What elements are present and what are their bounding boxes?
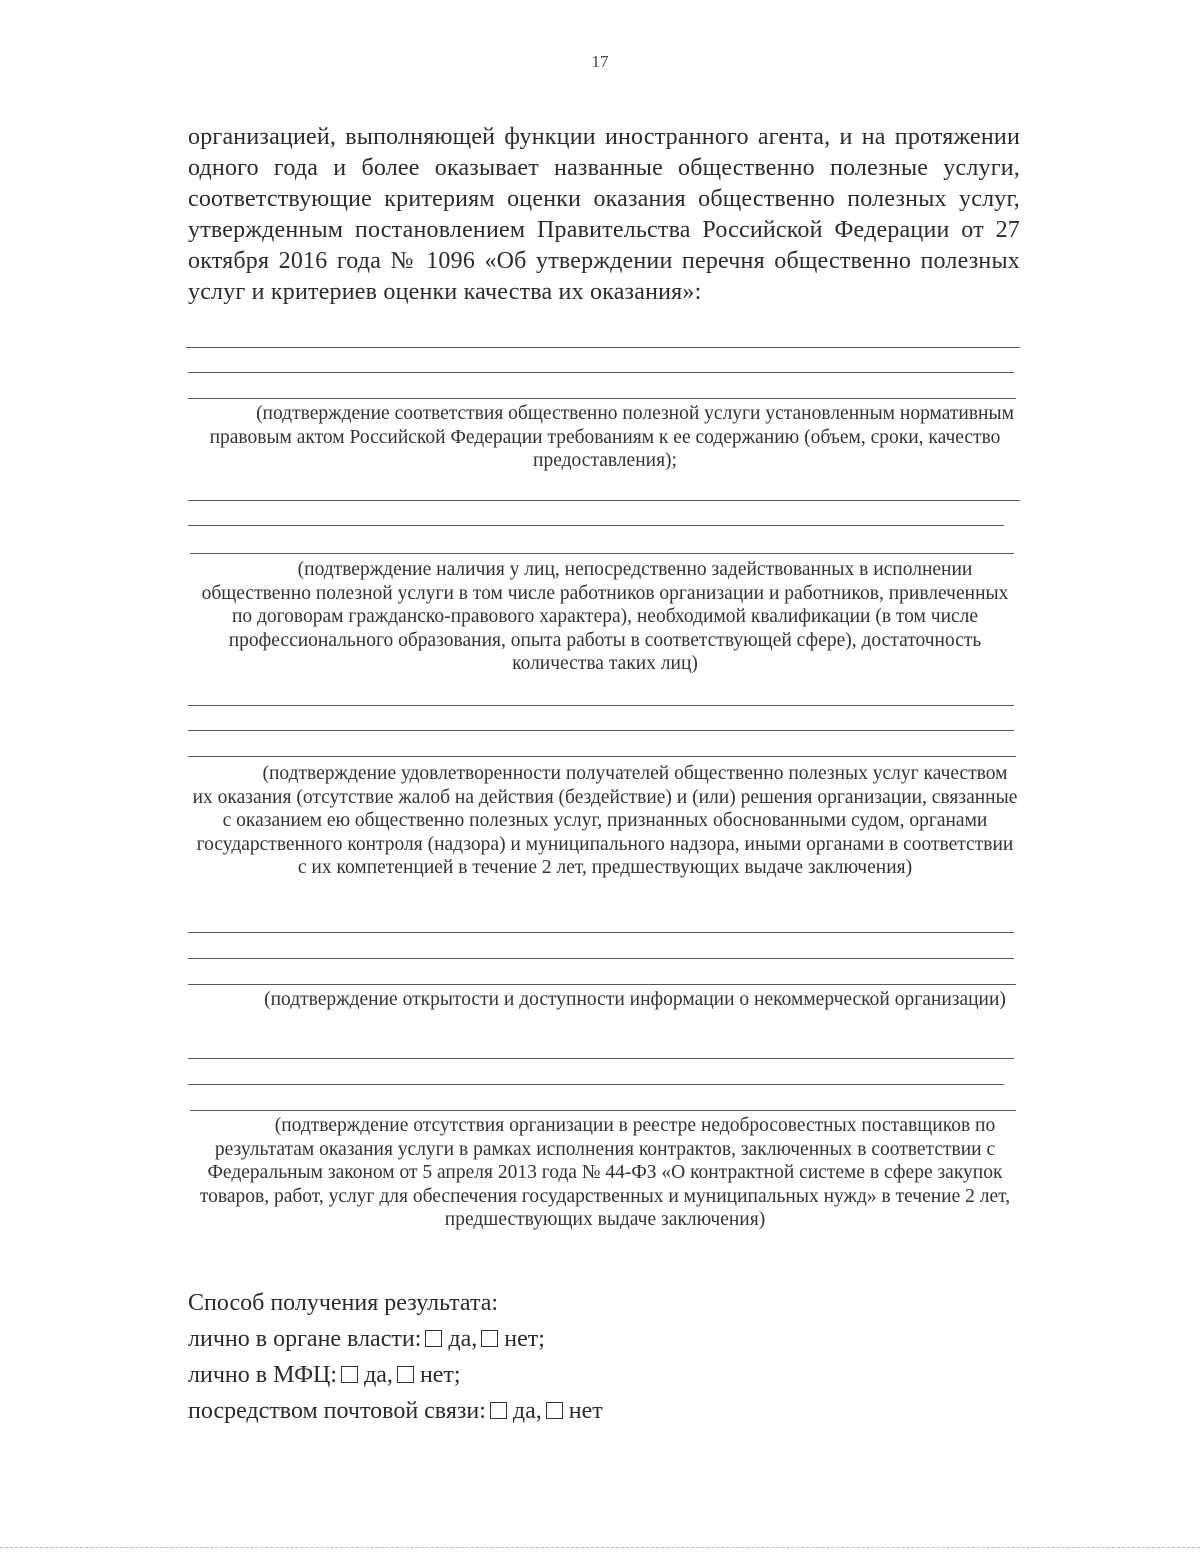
caption-staff-qualification: (подтверждение наличия у лиц, непосредственно задействованных в исполнении общественно полезной услуги в том числе работников организации и работников, привлеченных по договорам гражданско-правового характера), необходимой квалификации (в том числе профессионального образования, опыта работы в соответствующей сфере), достаточность количества таких лиц): [201, 559, 1009, 675]
fill-line[interactable]: [188, 525, 1004, 526]
fill-line[interactable]: [188, 958, 1014, 959]
yes-label: да,: [512, 1398, 542, 1424]
checkbox-no[interactable]: [481, 1330, 498, 1347]
fill-line[interactable]: [188, 398, 1016, 399]
caption-recipient-satisfaction: (подтверждение удовлетворенности получателей общественно полезных услуг качеством их оказания (отсутствие жалоб на действия (бездействие) и (или) решения организации, связанные с оказанием ею общественно полезных услуг, признанных обоснованными судом, органами государственного контроля (надзора) и муниципального надзора, иными органами в соответствии с их компетенцией в течение 2 лет, предшествующих выдаче заключения): [192, 763, 1018, 879]
fill-line[interactable]: [188, 1084, 1004, 1085]
fill-line[interactable]: [188, 705, 1014, 706]
caption-supplier-registry: (подтверждение отсутствия организации в реестре недобросовестных поставщиков по результатам оказания услуги в рамках исполнения контрактов, заключенных в соответствии с Федеральным законом от 5 апреля 2013 года № 44-ФЗ «О контрактной системе в сфере закупок товаров, работ, услуг для обеспечения государственных и муниципальных нужд» в течение 2 лет, предшествующих выдаче заключения): [199, 1115, 1011, 1231]
fill-line[interactable]: [190, 553, 1014, 554]
checkbox-yes[interactable]: [341, 1366, 358, 1383]
delivery-option-mfc: [188, 1357, 1008, 1393]
intro-paragraph: организацией, выполняющей функции иностранного агента, и на протяжении одного года и более оказывает названные общественно полезные услуги, соответствующие критериям оценки оказания общественно полезных услуг, утвержденным постановлением Правительства Российской Федерации от 27 октября 2016 года № 1096 «Об утверждении перечня общественно полезных услуг и критериев оценки качества их оказания»:: [188, 124, 1020, 305]
fill-line[interactable]: [188, 372, 1014, 373]
delivery-option-label: лично в МФЦ:: [188, 1362, 338, 1388]
scan-edge-line: [0, 1547, 1200, 1548]
checkbox-yes[interactable]: [490, 1402, 507, 1419]
fill-line[interactable]: [188, 730, 1014, 731]
delivery-option-label: лично в органе власти:: [188, 1326, 422, 1352]
yes-label: да,: [448, 1326, 478, 1352]
fill-line[interactable]: [188, 500, 1020, 501]
yes-label: да,: [364, 1362, 393, 1388]
delivery-option-post: [188, 1393, 1008, 1429]
fill-line[interactable]: [188, 756, 1016, 757]
delivery-method-section: [188, 1285, 1008, 1429]
delivery-option-authority: [188, 1321, 1008, 1357]
fill-line[interactable]: [188, 932, 1014, 933]
checkbox-no[interactable]: [397, 1366, 414, 1383]
checkbox-no[interactable]: [546, 1402, 563, 1419]
fill-line[interactable]: [190, 1110, 1016, 1111]
checkbox-yes[interactable]: [425, 1330, 442, 1347]
delivery-heading: Способ получения результата:: [188, 1290, 499, 1316]
fill-line[interactable]: [188, 1058, 1014, 1059]
caption-information-openness: (подтверждение открытости и доступности информации о некоммерческой организации): [264, 989, 1006, 1010]
no-label: нет;: [504, 1326, 545, 1352]
no-label: нет: [568, 1398, 603, 1424]
fill-line[interactable]: [186, 347, 1020, 348]
no-label: нет;: [419, 1362, 461, 1388]
delivery-option-label: посредством почтовой связи:: [188, 1398, 486, 1424]
fill-line[interactable]: [188, 984, 1016, 985]
caption-service-compliance: (подтверждение соответствия общественно полезной услуги установленным нормативным правовым актом Российской Федерации требованиям к ее содержанию (объем, сроки, качество предоставления);: [209, 403, 1014, 472]
page-number: 17: [591, 52, 609, 71]
